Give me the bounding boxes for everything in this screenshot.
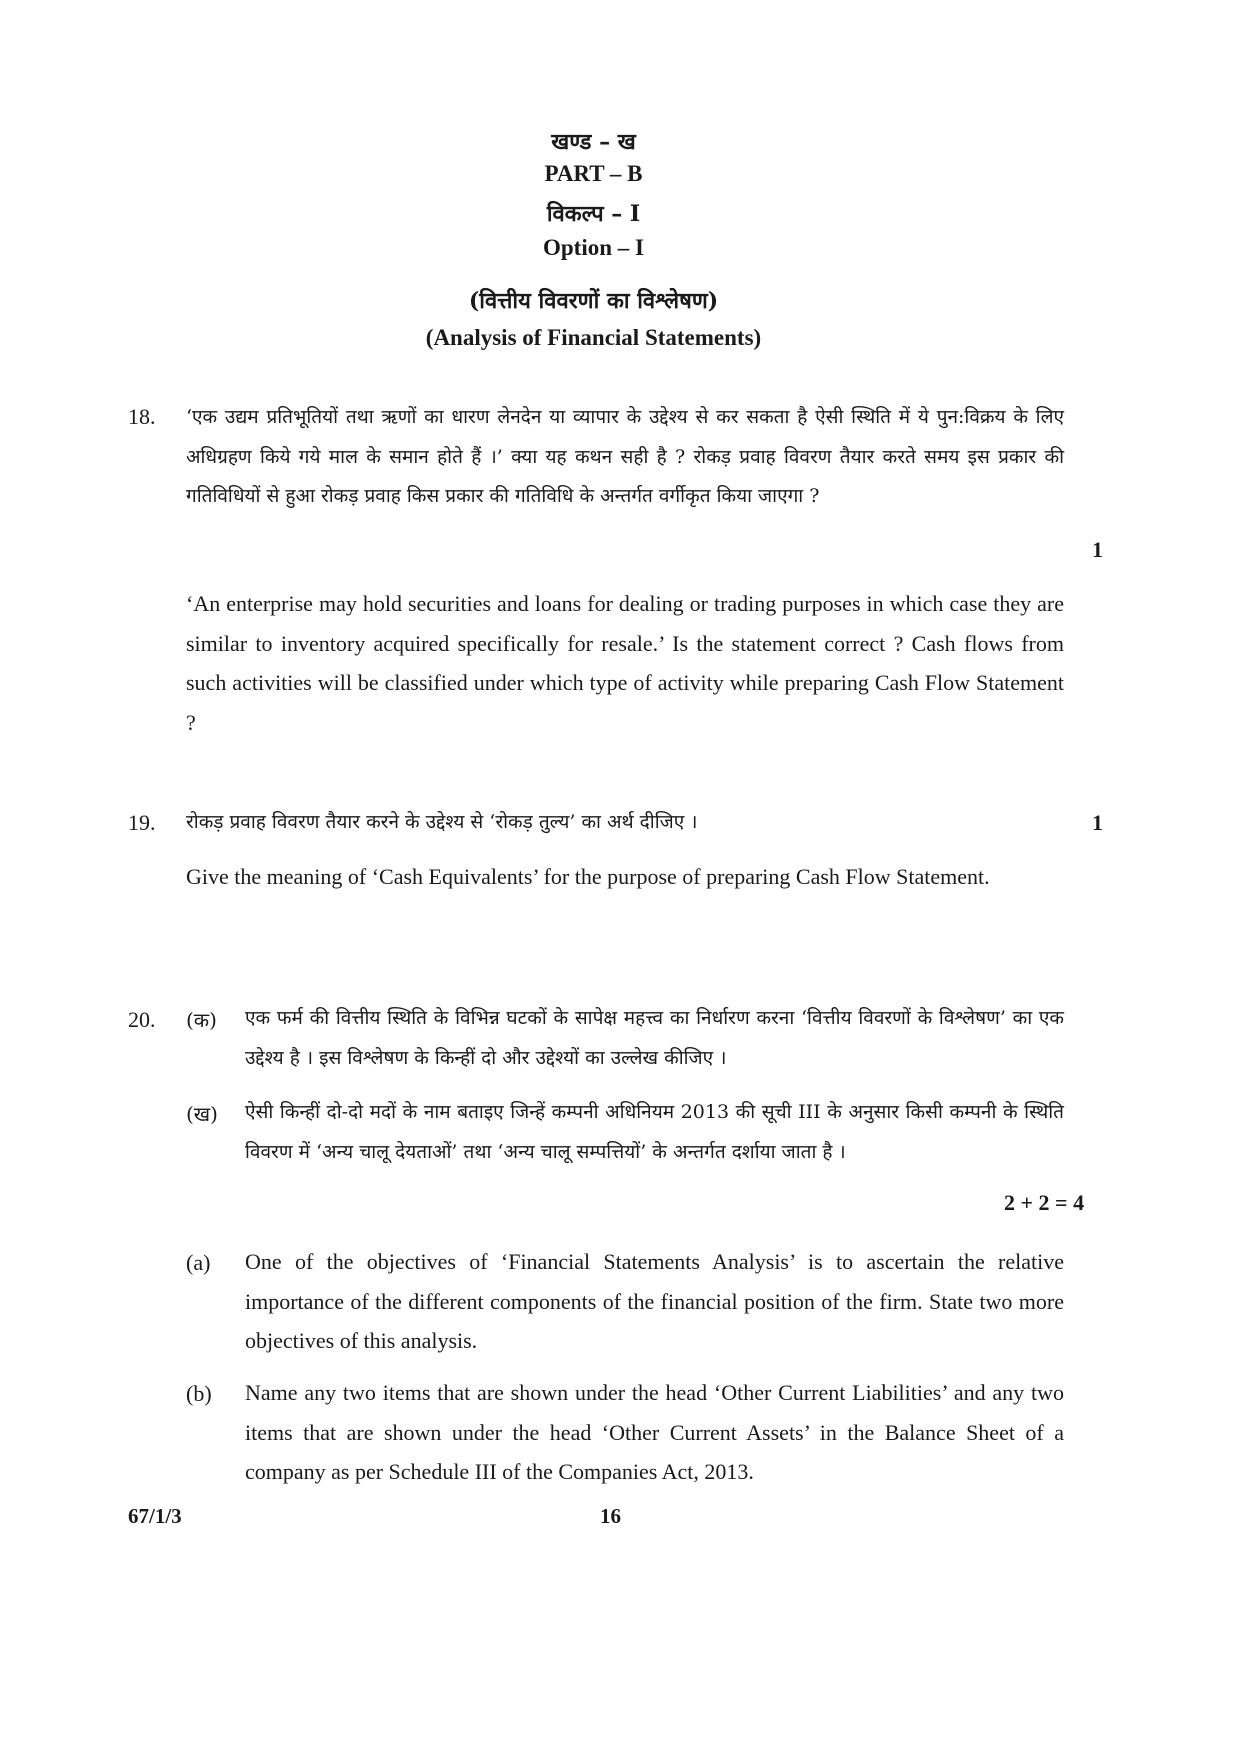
question-19-marks: 1 xyxy=(1092,810,1103,835)
question-20-part-ka-text: एक फर्म की वित्तीय स्थिति के विभिन्न घटकों के सापेक्ष महत्त्व का निर्धारण करना ‘वित्तीय विवरणों के विश्लेषण’ का एक उद्देश्य है । इस विश्लेषण के किन्हीं दो और उद्देश्यों का उल्लेख कीजिए । xyxy=(245,1007,1064,1069)
paper-code: 67/1/3 xyxy=(128,1504,182,1528)
question-20-part-kha-text: ऐसी किन्हीं दो-दो मदों के नाम बताइए जिन्हें कम्पनी अधिनियम 2013 की सूची III के अनुसार किसी कम्पनी के स्थिति विवरण में ‘अन्य चालू देयताओं’ तथा ‘अन्य चालू सम्पत्तियों’ के अन्तर्गत दर्शाया जाता है । xyxy=(245,1101,1064,1163)
question-18-text-hindi: ‘एक उद्यम प्रतिभूतियों तथा ऋणों का धारण लेनदेन या व्यापार के उद्देश्य से कर सकता है ऐसी स्थिति में ये पुन:विक्रय के लिए अधिग्रहण किये गये माल के समान होते हैं ।’ क्या यह कथन सही है ? रोकड़ प्रवाह विवरण तैयार करते समय इस प्रकार की गतिविधियों से हुआ रोकड़ प्रवाह किस प्रकार की गतिविधि के अन्तर्गत वर्गीकृत किया जाएगा ? xyxy=(186,406,1064,507)
question-20-part-b-text: Name any two items that are shown under the head ‘Other Current Liabilities’ and any two items that are shown under the head ‘Other Current Assets’ in the Balance Sheet of a company as per Schedule III of the Companies Act, 2013. xyxy=(245,1380,1064,1484)
question-19-text-hindi: रोकड़ प्रवाह विवरण तैयार करने के उद्देश्य से ‘रोकड़ तुल्य’ का अर्थ दीजिए । xyxy=(186,811,698,833)
topic-heading-hindi: (वित्तीय विवरणों का विश्लेषण) xyxy=(468,288,719,314)
question-20-part-ka-label: (क) xyxy=(186,1008,217,1032)
section-heading-english: PART – B xyxy=(544,161,643,186)
page-number: 16 xyxy=(600,1504,621,1528)
topic-heading-english: (Analysis of Financial Statements) xyxy=(425,325,762,350)
question-18-marks: 1 xyxy=(1092,537,1103,562)
question-20-marks: 2 + 2 = 4 xyxy=(1004,1190,1085,1215)
question-20-part-kha-label: (ख) xyxy=(186,1102,218,1126)
option-heading-hindi: विकल्प – I xyxy=(546,201,641,227)
option-heading-english: Option – I xyxy=(543,235,644,260)
question-18-number: 18. xyxy=(128,404,156,429)
question-18-text-english: ‘An enterprise may hold securities and loans for dealing or trading purposes in which case they are similar to inventory acquired specifically for resale.’ Is the statement correct ? Cash flows from such activities will be classified under which type of activity while preparing Cash Flow Statement ? xyxy=(186,591,1064,735)
section-heading-hindi: खण्ड – ख xyxy=(551,129,636,155)
question-20-part-a-text: One of the objectives of ‘Financial Statements Analysis’ is to ascertain the relative importance of the different components of the financial position of the firm. State two more objectives of this analysis. xyxy=(245,1249,1064,1353)
question-19-text-english: Give the meaning of ‘Cash Equivalents’ for the purpose of preparing Cash Flow Statement. xyxy=(186,864,990,889)
question-19-number: 19. xyxy=(128,810,156,835)
question-20-part-a-label: (a) xyxy=(186,1250,211,1275)
question-20-part-b-label: (b) xyxy=(186,1381,212,1406)
question-20-number: 20. xyxy=(128,1007,156,1032)
